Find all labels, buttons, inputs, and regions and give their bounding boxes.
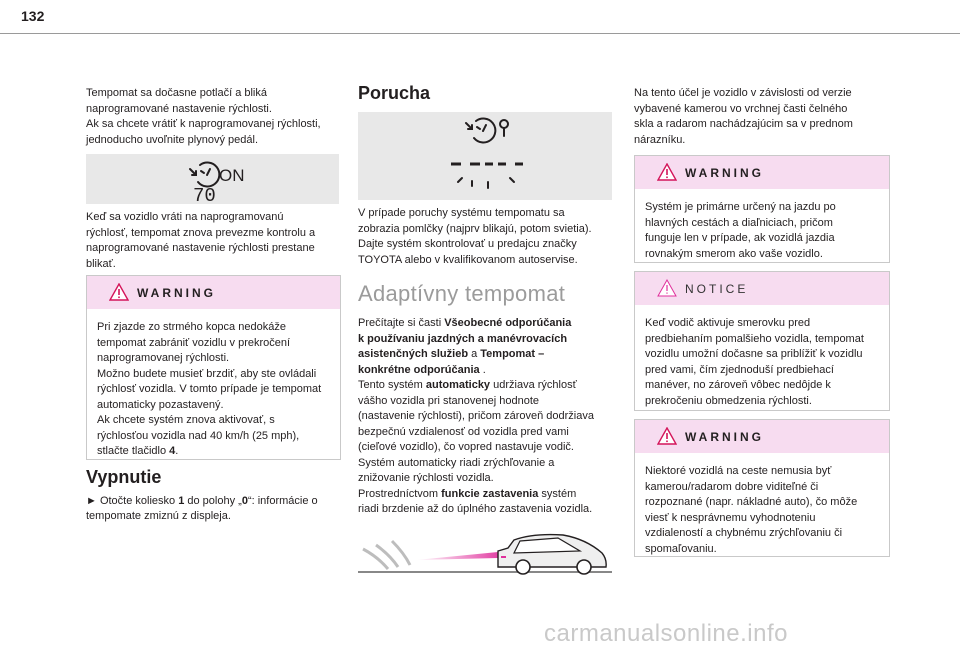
notice-box	[634, 271, 890, 411]
cruise-indicator-figure	[86, 154, 339, 204]
text-line: vozidlu umožní dočasne sa priblížiť k vozidlu	[645, 348, 863, 360]
text-line	[358, 316, 620, 332]
text-line: znižovanie rýchlosti vozidla.	[358, 472, 494, 484]
fault-display-figure	[358, 112, 612, 200]
text-line: kamerou/radarom dobre viditeľné či	[645, 480, 819, 493]
text-line: rýchlosť, tempomat znova prevezme kontrolu a	[86, 226, 316, 239]
text-line: bezpečnú vzdialenosť od vozidla pred vami	[358, 425, 569, 438]
text-span: a	[468, 348, 481, 360]
adaptive-car-illustration	[358, 527, 612, 575]
fault-paragraph	[358, 206, 618, 268]
text-line: TOYOTA alebo v kvalifikovanom autoservise.	[358, 253, 578, 266]
text-line: manéver, no zároveň vôbec nedôjde k	[645, 379, 831, 391]
watermark: carmanualsonline.info	[544, 620, 788, 647]
warning-title: WARNING	[137, 286, 216, 300]
adaptive-paragraph	[358, 316, 620, 518]
text-line: rýchlosť vozidla. V tomto prípade je tempomat	[97, 383, 322, 395]
text-line: Keď sa vozidlo vráti na naprogramovanú	[86, 211, 284, 223]
text-line: Na tento účel je vozidlo v závislosti od verzie	[634, 87, 852, 99]
text-span: .	[175, 445, 179, 457]
intro-paragraph	[86, 86, 346, 148]
warning-title: WARNING	[685, 430, 764, 444]
text-line: Keď vodič aktivuje smerovku pred	[645, 317, 811, 329]
button-number: 4	[169, 445, 176, 457]
text-line: tempomate zmiznú z displeja.	[86, 510, 231, 522]
text-bold: 1	[178, 494, 185, 507]
text-bold: automaticky	[425, 379, 491, 391]
text-line: naprogramované nastavenie rýchlosti.	[86, 102, 272, 115]
text-bold: funkcie zastavenia	[441, 487, 539, 500]
text-span: .	[479, 363, 486, 376]
speed-digits: 70	[193, 185, 216, 204]
text-line: Systém je primárne určený na jazdu po	[645, 201, 836, 213]
warning-box	[634, 419, 890, 557]
text-line	[86, 494, 346, 510]
text-line: Ak chcete systém znova aktivovať, s	[97, 414, 275, 426]
text-line: rovnakým smerom ako vaše vozidlo.	[645, 247, 823, 260]
warning-body	[635, 453, 889, 565]
text-line: Systém automaticky riadi zrýchľovanie a	[358, 456, 555, 469]
notice-title: NOTICE	[685, 282, 749, 296]
text-line: vzdialeností a chybnému zrýchľovaniu či	[645, 527, 843, 539]
text-line	[358, 487, 620, 503]
fault-dashes-icon	[358, 112, 612, 200]
text-line: predbiehaním pomalšieho vozidla, tempomat	[645, 332, 864, 345]
section-heading: Adaptívny tempomat	[358, 281, 566, 306]
camera-radar-paragraph	[634, 86, 894, 148]
warning-header	[635, 156, 889, 189]
warning-triangle-icon	[657, 427, 677, 445]
text-line: Pri zjazde zo strmého kopca nedokáže	[97, 321, 286, 333]
text-span: systém	[538, 487, 577, 500]
car-radar-illustration	[358, 527, 612, 575]
warning-box	[634, 155, 890, 263]
text-bold: Tempomat –	[480, 348, 545, 360]
text-line: pred vami, čím zjednoduší predbiehací	[645, 363, 834, 376]
warning-header	[635, 420, 889, 453]
notice-header	[635, 272, 889, 305]
text-line	[358, 363, 620, 379]
text-line: Niektoré vozidlá na ceste nemusia byť	[645, 465, 832, 477]
text-line: rýchlosťou vozidla nad 40 km/h (25 mph),	[97, 429, 300, 442]
text-line	[97, 444, 330, 460]
warning-header	[87, 276, 340, 309]
text-line: naprogramovanej rýchlosti.	[97, 352, 230, 364]
text-line: spomaľovaniu.	[645, 542, 717, 555]
page-number: 132	[21, 8, 45, 24]
text-span: ► Otočte koliesko	[86, 494, 179, 507]
text-line: hlavných cestách a diaľniciach, pričom	[645, 216, 833, 229]
top-rule	[0, 33, 960, 34]
text-line: vášho vozidla pri stanovenej hodnote	[358, 394, 540, 407]
text-span: udržiava rýchlosť	[490, 379, 577, 391]
vypnutie-section	[86, 467, 346, 525]
warning-body	[635, 189, 889, 270]
text-line	[358, 347, 620, 363]
text-line: riadi brzdenie až do úplného zastavenia vozidla.	[358, 503, 593, 515]
text-line: Dajte systém skontrolovať u predajcu značky	[358, 238, 577, 250]
text-line: k používaniu jazdných a manévrovacích	[358, 332, 568, 345]
text-line: funguje len v prípade, ak vozidlá jazdia	[645, 232, 835, 244]
text-line: prekročeniu obmedzenia rýchlosti.	[645, 394, 812, 407]
text-bold: 0	[241, 494, 248, 507]
text-line: automaticky pozastavený.	[97, 398, 224, 411]
on-indicator-text: ON	[219, 166, 245, 185]
text-line: skla a radarom nachádzajúcim sa v prednom	[634, 118, 853, 130]
text-bold: konkrétne odporúčania	[358, 363, 480, 376]
text-span: Prečítajte si časti	[358, 317, 445, 329]
text-line: nárazníku.	[634, 133, 686, 146]
text-span: Tento systém	[358, 379, 426, 391]
notice-body	[635, 305, 889, 417]
text-span: Prostredníctvom	[358, 487, 442, 500]
text-line: Možno budete musieť brzdiť, aby ste ovládali	[97, 367, 317, 380]
text-line: zobrazia pomlčky (najprv blikajú, potom svietia).	[358, 222, 592, 235]
text-line: V prípade poruchy systému tempomatu sa	[358, 207, 565, 219]
text-bold: asistenčných služieb	[358, 348, 469, 360]
text-line: (cieľové vozidlo), čo vopred nastavuje vodič.	[358, 441, 574, 453]
notice-triangle-icon	[657, 279, 677, 297]
text-line: naprogramované nastavenie rýchlosti prestane	[86, 242, 315, 254]
return-paragraph	[86, 210, 346, 272]
text-span: “: informácie o	[247, 494, 318, 507]
warning-box	[86, 275, 341, 460]
text-line: viesť k nesprávnemu vyhodnoteniu	[645, 511, 816, 524]
text-line: (nastavenie rýchlosti), pričom zároveň dodržiava	[358, 410, 594, 422]
section-heading: Porucha	[358, 83, 431, 103]
text-bold: Všeobecné odporúčania	[444, 317, 572, 329]
text-line: jednoducho uvoľnite plynový pedál.	[86, 133, 258, 146]
warning-title: WARNING	[685, 166, 764, 180]
warning-triangle-icon	[109, 283, 129, 301]
text-line: tempomat zabrániť vozidlu v prekročení	[97, 336, 291, 349]
text-line: vybavené kamerou vo vrchnej časti čelného	[634, 102, 848, 115]
speedometer-icon	[86, 154, 339, 204]
text-line: Tempomat sa dočasne potlačí a bliká	[86, 87, 267, 99]
text-line	[358, 378, 620, 394]
text-span: stlačte tlačidlo	[97, 445, 170, 457]
warning-body	[87, 309, 340, 468]
section-heading: Vypnutie	[86, 467, 162, 487]
warning-triangle-icon	[657, 163, 677, 181]
text-line: Ak sa chcete vrátiť k naprogramovanej rýchlosti,	[86, 118, 321, 130]
text-span: do polohy „	[184, 494, 242, 507]
text-line: rozpoznané (napr. nákladné auto), čo môže	[645, 496, 858, 508]
text-line: blikať.	[86, 257, 116, 270]
